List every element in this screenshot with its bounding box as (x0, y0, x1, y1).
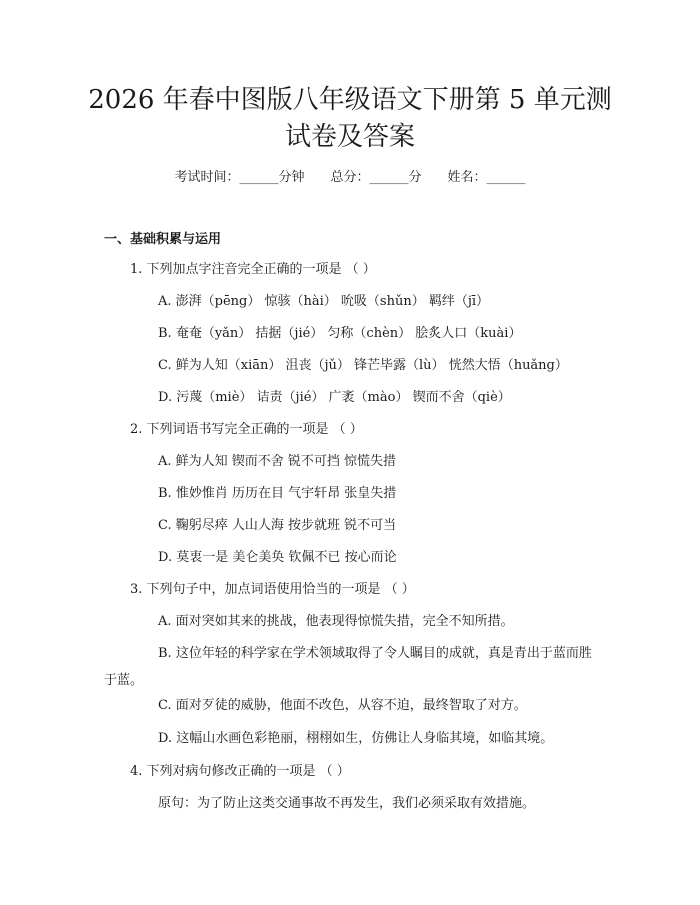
question-3-stem: 3. 下列句子中，加点词语使用恰当的一项是 （ ） (130, 582, 415, 597)
exam-time-field: 考试时间：______分钟 (174, 170, 305, 185)
question-1-stem: 1. 下列加点字注音完全正确的一项是 （ ） (130, 262, 376, 277)
question-2-option-c: C. 鞠躬尽瘁 人山人海 按步就班 锐不可当 (158, 518, 397, 533)
question-1-option-a: A. 澎湃（pēng） 惊骇（hài） 吮吸（shǔn） 羁绊（jī） (158, 294, 490, 309)
question-3-option-b: B. 这位年轻的科学家在学术领域取得了令人瞩目的成就，真是青出于蓝而胜于蓝。 (104, 646, 592, 688)
student-name-field: 姓名：______ (447, 170, 526, 185)
question-3-option-d: D. 这幅山水画色彩艳丽，栩栩如生，仿佛让人身临其境，如临其境。 (158, 731, 554, 746)
section-heading: 一、基础积累与运用 (104, 232, 222, 247)
question-4-stem: 4. 下列对病句修改正确的一项是 （ ） (130, 764, 350, 779)
question-3-option-c: C. 面对歹徒的威胁，他面不改色，从容不迫，最终智取了对方。 (158, 698, 527, 713)
question-2-option-d: D. 莫衷一是 美仑美奂 钦佩不已 按心而论 (158, 550, 397, 565)
exam-meta (0, 168, 700, 188)
total-score-field: 总分：______分 (330, 170, 422, 185)
question-2-stem: 2. 下列词语书写完全正确的一项是 （ ） (130, 422, 363, 437)
question-2-option-b: B. 惟妙惟肖 历历在目 气宇轩昂 张皇失措 (158, 486, 397, 501)
exam-title-line-1: 2026 年春中图版八年级语文下册第 5 单元测 (88, 85, 612, 115)
question-1-option-b: B. 奄奄（yǎn） 拮据（jié） 匀称（chèn） 脍炙人口（kuài） (158, 326, 522, 341)
question-1-option-d: D. 污蔑（miè） 诘责（jié） 广袤（mào） 锲而不舍（qiè） (158, 390, 511, 405)
question-4-original-sentence: 原句：为了防止这类交通事故不再发生，我们必须采取有效措施。 (158, 796, 536, 811)
question-2-option-a: A. 鲜为人知 锲而不舍 锐不可挡 惊慌失措 (158, 454, 397, 469)
exam-title-line-2: 试卷及答案 (284, 122, 415, 152)
question-1-option-c: C. 鲜为人知（xiān） 沮丧（jǔ） 锋芒毕露（lù） 恍然大悟（huǎng） (158, 358, 568, 373)
question-3-option-a: A. 面对突如其来的挑战，他表现得惊慌失措，完全不知所措。 (158, 614, 514, 629)
